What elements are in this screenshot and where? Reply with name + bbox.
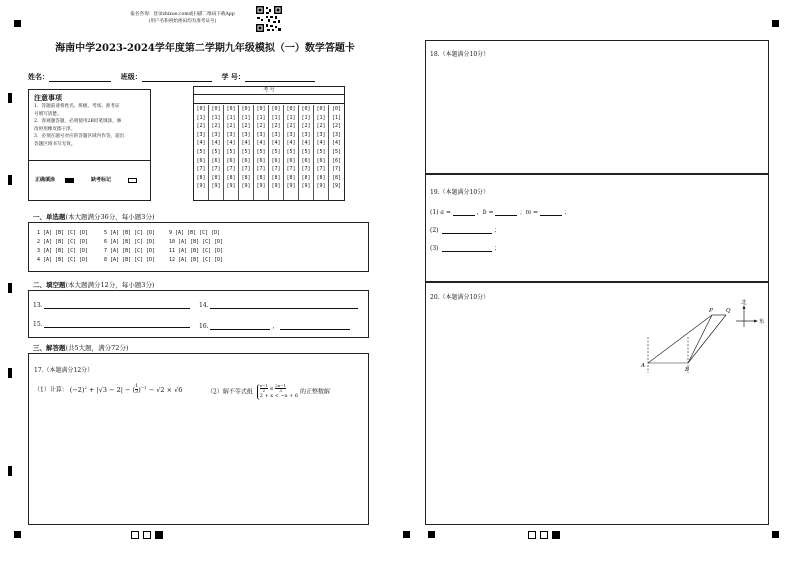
exam-digit-bubble[interactable]: [1] xyxy=(286,114,296,121)
exam-digit-bubble[interactable]: [0] xyxy=(316,106,326,112)
timing-mark xyxy=(8,368,12,378)
corner-mark-mid-right xyxy=(428,531,435,538)
exam-digit-bubble[interactable]: [7] xyxy=(286,166,296,173)
q19-line3 xyxy=(430,243,500,252)
exam-digit-bubble[interactable]: [3] xyxy=(196,131,206,138)
line-bp xyxy=(688,315,712,363)
exam-digit-bubble[interactable]: [1] xyxy=(256,114,266,121)
exam-digit-bubble[interactable]: [2] xyxy=(196,123,206,130)
exam-digit-bubble[interactable]: [7] xyxy=(256,166,266,173)
point-p-label: P xyxy=(709,308,713,314)
corner-mark-top-left xyxy=(14,20,21,27)
compass-icon xyxy=(736,305,758,327)
exam-digit-bubble[interactable]: [9] xyxy=(256,183,266,190)
corner-mark-bottom-left xyxy=(14,531,21,538)
exam-number-column xyxy=(314,105,329,200)
q19-line2 xyxy=(430,225,500,234)
q19-q3-answer[interactable] xyxy=(442,246,492,252)
notes-line: 2．客观题答题，必须使用2B铅笔填涂，修 xyxy=(34,119,122,125)
exam-digit-bubble[interactable]: [9] xyxy=(226,183,236,190)
q19-m-answer[interactable] xyxy=(540,210,562,216)
exam-digit-bubble[interactable]: [2] xyxy=(241,123,251,130)
q17-inequality-system: $\frac{x-1}{2}$ ≤ $\frac{2x-1}{3}$ 2 + x < −x + 6 xyxy=(257,384,298,400)
exam-digit-bubble[interactable]: [9] xyxy=(286,183,296,190)
exam-digit-bubble[interactable]: [3] xyxy=(226,131,236,138)
exam-number-column xyxy=(329,105,344,200)
exam-digit-bubble[interactable]: [6] xyxy=(271,157,281,164)
student-info xyxy=(28,72,368,82)
notes-line: 改时用橡皮擦干净。 xyxy=(34,126,76,132)
line-ap xyxy=(648,315,712,363)
exam-number-write-row[interactable] xyxy=(194,95,344,104)
exam-digit-bubble[interactable]: [4] xyxy=(331,140,342,147)
q19-b-label: ，b = xyxy=(476,209,494,216)
correct-fill-label: 正确填涂 xyxy=(35,177,56,183)
exam-digit-bubble[interactable]: [2] xyxy=(331,123,342,130)
exam-digit-bubble[interactable]: [6] xyxy=(256,157,266,164)
q17-head: 17.（本题满分12分） xyxy=(34,367,94,374)
section2-label: 二、填空题 xyxy=(33,281,66,289)
exam-digit-bubble[interactable]: [0] xyxy=(286,106,296,112)
notes-line: 答题区域书写无效。 xyxy=(34,141,76,147)
exam-digit-bubble[interactable]: [2] xyxy=(286,123,296,130)
choice-rows xyxy=(29,223,368,271)
section1-box xyxy=(28,222,369,272)
exam-digit-bubble[interactable]: [7] xyxy=(241,166,251,173)
exam-number-grid xyxy=(193,86,345,201)
choice-item[interactable]: 7 [A] [B] [C] [D] xyxy=(104,248,156,254)
exam-number-column xyxy=(299,105,314,200)
missing-mark-box[interactable] xyxy=(128,178,137,183)
exam-digit-bubble[interactable]: [4] xyxy=(271,140,281,147)
exam-digit-bubble[interactable]: [9] xyxy=(316,183,326,190)
q17-box[interactable] xyxy=(28,353,369,525)
exam-number-label: 考 号 xyxy=(194,87,344,95)
q19-box[interactable] xyxy=(425,174,769,282)
q19-l1-end: ； xyxy=(563,209,570,216)
exam-digit-bubble[interactable]: [3] xyxy=(316,131,326,138)
q19-l3-semi: ； xyxy=(494,245,501,252)
choice-item[interactable]: 5 [A] [B] [C] [D] xyxy=(104,230,156,236)
exam-digit-bubble[interactable]: [2] xyxy=(316,123,326,130)
choice-item[interactable]: 11 [A] [B] [C] [D] xyxy=(169,248,224,254)
corner-mark-mid-left xyxy=(403,531,410,538)
q15-answer[interactable] xyxy=(44,321,190,328)
exam-digit-bubble[interactable]: [9] xyxy=(211,183,221,190)
exam-digit-bubble[interactable]: [0] xyxy=(226,106,236,112)
exam-digit-bubble[interactable]: [1] xyxy=(331,114,342,121)
class-label: 班级： xyxy=(120,72,142,81)
exam-digit-bubble[interactable]: [0] xyxy=(256,106,266,112)
q18-head: 18.（本题满分10分） xyxy=(430,51,490,58)
section3-title xyxy=(33,343,128,352)
exam-digit-bubble[interactable]: [8] xyxy=(241,174,251,181)
exam-digit-bubble[interactable]: [1] xyxy=(226,114,236,121)
exam-digit-bubble[interactable]: [0] xyxy=(211,106,221,112)
exam-digit-bubble[interactable]: [7] xyxy=(331,166,342,173)
q20-head: 20.（本题满分10分） xyxy=(430,294,490,301)
q17-part1 xyxy=(34,384,182,395)
exam-digit-bubble[interactable]: [1] xyxy=(316,114,326,121)
q19-q2-answer[interactable] xyxy=(442,228,492,234)
exam-digit-bubble[interactable]: [5] xyxy=(271,148,281,155)
exam-digit-bubble[interactable]: [3] xyxy=(241,131,251,138)
exam-digit-bubble[interactable]: [5] xyxy=(211,148,221,155)
exam-digit-bubble[interactable]: [0] xyxy=(241,106,251,112)
exam-digit-bubble[interactable]: [3] xyxy=(211,131,221,138)
exam-digit-bubble[interactable]: [3] xyxy=(301,131,311,138)
q20-box[interactable] xyxy=(425,282,769,525)
missing-mark-label: 缺考标记 xyxy=(91,177,112,183)
q19-l1-prefix: (1) xyxy=(430,209,439,216)
exam-number-column xyxy=(224,105,239,200)
header-notice xyxy=(115,11,250,25)
notes-line: 1．答题前请将姓名、班级、考场、准考证 xyxy=(34,104,120,109)
qr-code-icon[interactable] xyxy=(256,6,282,32)
q19-l2-prefix: (2) xyxy=(430,227,439,234)
section1-label: 一、单选题 xyxy=(33,213,66,221)
section1-desc: (本大题满分36分，每小题3分) xyxy=(65,213,155,221)
point-a-label: A xyxy=(641,363,645,369)
page-marker-empty xyxy=(528,531,536,539)
exam-digit-bubble[interactable]: [1] xyxy=(301,114,311,121)
exam-digit-bubble[interactable]: [1] xyxy=(211,114,221,121)
exam-digit-bubble[interactable]: [3] xyxy=(271,131,281,138)
exam-digit-bubble[interactable]: [8] xyxy=(256,174,266,181)
point-q-label: Q xyxy=(726,308,731,314)
exam-digit-bubble[interactable]: [8] xyxy=(271,174,281,181)
class-field[interactable] xyxy=(142,74,212,82)
exam-digit-bubble[interactable]: [8] xyxy=(211,174,221,181)
exam-number-column xyxy=(254,105,269,200)
section3-label: 三、解答题 xyxy=(33,344,66,352)
exam-digit-bubble[interactable]: [9] xyxy=(241,183,251,190)
exam-digit-bubble[interactable]: [1] xyxy=(241,114,251,121)
q13-label: 13. xyxy=(33,302,43,309)
exam-digit-bubble[interactable]: [9] xyxy=(271,183,281,190)
timing-mark xyxy=(8,466,12,476)
section2-box xyxy=(28,290,369,338)
exam-digit-bubble[interactable]: [7] xyxy=(301,166,311,173)
point-b-label: B xyxy=(685,367,690,373)
exam-digit-bubble[interactable]: [8] xyxy=(316,174,326,181)
exam-number-columns xyxy=(194,105,344,200)
east-label: 东 xyxy=(759,319,765,325)
q19-line1 xyxy=(430,207,570,216)
page-marker-empty xyxy=(131,531,139,539)
exam-digit-bubble[interactable]: [4] xyxy=(226,140,236,147)
notes-box xyxy=(28,89,151,201)
q19-m-label: ；m = xyxy=(519,209,539,216)
page-marker-empty xyxy=(143,531,151,539)
exam-number-column xyxy=(209,105,224,200)
exam-digit-bubble[interactable]: [5] xyxy=(301,148,311,155)
exam-digit-bubble[interactable]: [7] xyxy=(211,166,221,173)
exam-digit-bubble[interactable]: [6] xyxy=(211,157,221,164)
notice-line-1: 报名咨询：登录zhixue.com或扫描二维码下载App xyxy=(130,12,235,17)
correct-fill-sample xyxy=(65,178,74,183)
q19-l2-semi: ； xyxy=(494,227,501,234)
section3-desc: (共5大题，满分72分) xyxy=(65,344,129,352)
exam-digit-bubble[interactable]: [7] xyxy=(316,166,326,173)
notes-lines xyxy=(34,103,148,149)
exam-digit-bubble[interactable]: [8] xyxy=(196,174,206,181)
page-marker-filled xyxy=(552,531,560,539)
id-field[interactable] xyxy=(245,74,315,82)
q15-label: 15. xyxy=(33,321,43,328)
q16-answer-1[interactable] xyxy=(210,323,270,330)
exam-number-column xyxy=(284,105,299,200)
exam-digit-bubble[interactable]: [5] xyxy=(256,148,266,155)
exam-digit-bubble[interactable]: [6] xyxy=(226,157,236,164)
exam-digit-bubble[interactable]: [2] xyxy=(301,123,311,130)
q16 xyxy=(199,321,350,330)
exam-digit-bubble[interactable]: [7] xyxy=(196,166,206,173)
q18-box[interactable] xyxy=(425,40,769,174)
exam-number-column xyxy=(194,105,209,200)
exam-digit-bubble[interactable]: [3] xyxy=(286,131,296,138)
q14 xyxy=(199,302,358,309)
q16-label: 16. xyxy=(199,323,209,330)
exam-digit-bubble[interactable]: [4] xyxy=(316,140,326,147)
exam-digit-bubble[interactable]: [9] xyxy=(331,183,342,190)
notes-title: 注意事项 xyxy=(34,93,62,102)
choice-item[interactable]: 6 [A] [B] [C] [D] xyxy=(104,239,156,245)
exam-digit-bubble[interactable]: [6] xyxy=(286,157,296,164)
choice-item[interactable]: 3 [A] [B] [C] [D] xyxy=(37,248,89,254)
line-bq xyxy=(688,315,726,363)
name-label: 姓名： xyxy=(28,72,49,81)
notes-line: 号填写清楚。 xyxy=(34,111,62,117)
q15 xyxy=(33,321,190,328)
notes-divider xyxy=(29,160,150,161)
exam-digit-bubble[interactable]: [4] xyxy=(286,140,296,147)
corner-mark-top-right xyxy=(772,20,779,27)
q14-answer[interactable] xyxy=(210,302,358,309)
page-title: 海南中学2023-2024学年度第二学期九年级模拟（一）数学答题卡 xyxy=(55,43,355,54)
q19-head: 19.（本题满分10分） xyxy=(430,189,490,196)
exam-digit-bubble[interactable]: [8] xyxy=(331,174,342,181)
q19-a-label: a = xyxy=(440,209,451,216)
choice-item[interactable]: 9 [A] [B] [C] [D] xyxy=(169,230,221,236)
exam-digit-bubble[interactable]: [1] xyxy=(271,114,281,121)
timing-mark xyxy=(8,283,12,293)
exam-digit-bubble[interactable]: [5] xyxy=(286,148,296,155)
section1-title xyxy=(33,212,154,221)
timing-mark xyxy=(8,93,12,103)
exam-digit-bubble[interactable]: [4] xyxy=(301,140,311,147)
q17-part1-label: （1）计算： xyxy=(34,386,68,394)
exam-digit-bubble[interactable]: [5] xyxy=(331,148,342,155)
q17-part2-tail: 的正整数解 xyxy=(299,388,330,396)
page-marker-filled xyxy=(155,531,163,539)
corner-mark-bottom-right xyxy=(772,531,779,538)
page-marker-empty xyxy=(540,531,548,539)
exam-digit-bubble[interactable]: [4] xyxy=(211,140,221,147)
exam-digit-bubble[interactable]: [4] xyxy=(241,140,251,147)
q19-b-answer[interactable] xyxy=(495,210,517,216)
exam-digit-bubble[interactable]: [0] xyxy=(331,106,342,112)
exam-digit-bubble[interactable]: [2] xyxy=(211,123,221,130)
q19-a-answer[interactable] xyxy=(453,210,475,216)
exam-digit-bubble[interactable]: [5] xyxy=(196,148,206,155)
exam-digit-bubble[interactable]: [4] xyxy=(256,140,266,147)
exam-digit-bubble[interactable]: [3] xyxy=(256,131,266,138)
notice-line-2: (用户名和初始密码均为准考证号) xyxy=(148,19,217,24)
exam-digit-bubble[interactable]: [2] xyxy=(271,123,281,130)
exam-digit-bubble[interactable]: [8] xyxy=(226,174,236,181)
q17-part1-expression: $(-2)^2 + |√3 - 2|$ − ( $\frac{1}{3}$ )$^{-1}$ − √2 × √6 xyxy=(69,383,183,395)
exam-digit-bubble[interactable]: [9] xyxy=(196,183,206,190)
exam-digit-bubble[interactable]: [8] xyxy=(286,174,296,181)
exam-digit-bubble[interactable]: [6] xyxy=(331,157,342,164)
q13 xyxy=(33,302,190,309)
exam-number-column xyxy=(239,105,254,200)
q17-part2-label: （2）解不等式组 xyxy=(207,388,253,396)
exam-digit-bubble[interactable]: [5] xyxy=(226,148,236,155)
exam-digit-bubble[interactable]: [6] xyxy=(241,157,251,164)
exam-digit-bubble[interactable]: [7] xyxy=(271,166,281,173)
timing-mark xyxy=(8,175,12,185)
exam-digit-bubble[interactable]: [0] xyxy=(196,106,206,112)
q13-answer[interactable] xyxy=(44,302,190,309)
q17-part2 xyxy=(207,384,330,400)
exam-digit-bubble[interactable]: [7] xyxy=(226,166,236,173)
exam-digit-bubble[interactable]: [3] xyxy=(331,131,342,138)
exam-digit-bubble[interactable]: [5] xyxy=(316,148,326,155)
choice-item[interactable]: 8 [A] [B] [C] [D] xyxy=(104,257,156,263)
exam-digit-bubble[interactable]: [6] xyxy=(196,157,206,164)
exam-digit-bubble[interactable]: [1] xyxy=(196,114,206,121)
name-field[interactable] xyxy=(49,74,111,82)
notes-line: 3．必须在题号对应的答题区域内作答，超出 xyxy=(34,134,125,140)
q16-comma: ， xyxy=(272,323,279,330)
id-label: 学 号： xyxy=(221,72,245,81)
q14-label: 14. xyxy=(199,302,209,309)
exam-digit-bubble[interactable]: [0] xyxy=(271,106,281,112)
exam-digit-bubble[interactable]: [6] xyxy=(301,157,311,164)
choice-item[interactable]: 1 [A] [B] [C] [D] xyxy=(37,230,89,236)
exam-digit-bubble[interactable]: [0] xyxy=(301,106,311,112)
exam-digit-bubble[interactable]: [9] xyxy=(301,183,311,190)
choice-item[interactable]: 12 [A] [B] [C] [D] xyxy=(169,257,224,263)
exam-digit-bubble[interactable]: [6] xyxy=(316,157,326,164)
exam-digit-bubble[interactable]: [2] xyxy=(256,123,266,130)
north-label: 北 xyxy=(741,300,747,306)
exam-digit-bubble[interactable]: [2] xyxy=(226,123,236,130)
q20-figure xyxy=(636,297,766,379)
q19-l3-prefix: (3) xyxy=(430,245,439,252)
section2-title xyxy=(33,280,154,289)
exam-number-column xyxy=(269,105,284,200)
choice-item[interactable]: 4 [A] [B] [C] [D] xyxy=(37,257,89,263)
exam-digit-bubble[interactable]: [4] xyxy=(196,140,206,147)
choice-item[interactable]: 2 [A] [B] [C] [D] xyxy=(37,239,89,245)
q16-answer-2[interactable] xyxy=(280,323,350,330)
exam-digit-bubble[interactable]: [8] xyxy=(301,174,311,181)
choice-item[interactable]: 10 [A] [B] [C] [D] xyxy=(169,239,224,245)
section2-desc: (本大题满分12分，每小题3分) xyxy=(65,281,155,289)
exam-digit-bubble[interactable]: [5] xyxy=(241,148,251,155)
